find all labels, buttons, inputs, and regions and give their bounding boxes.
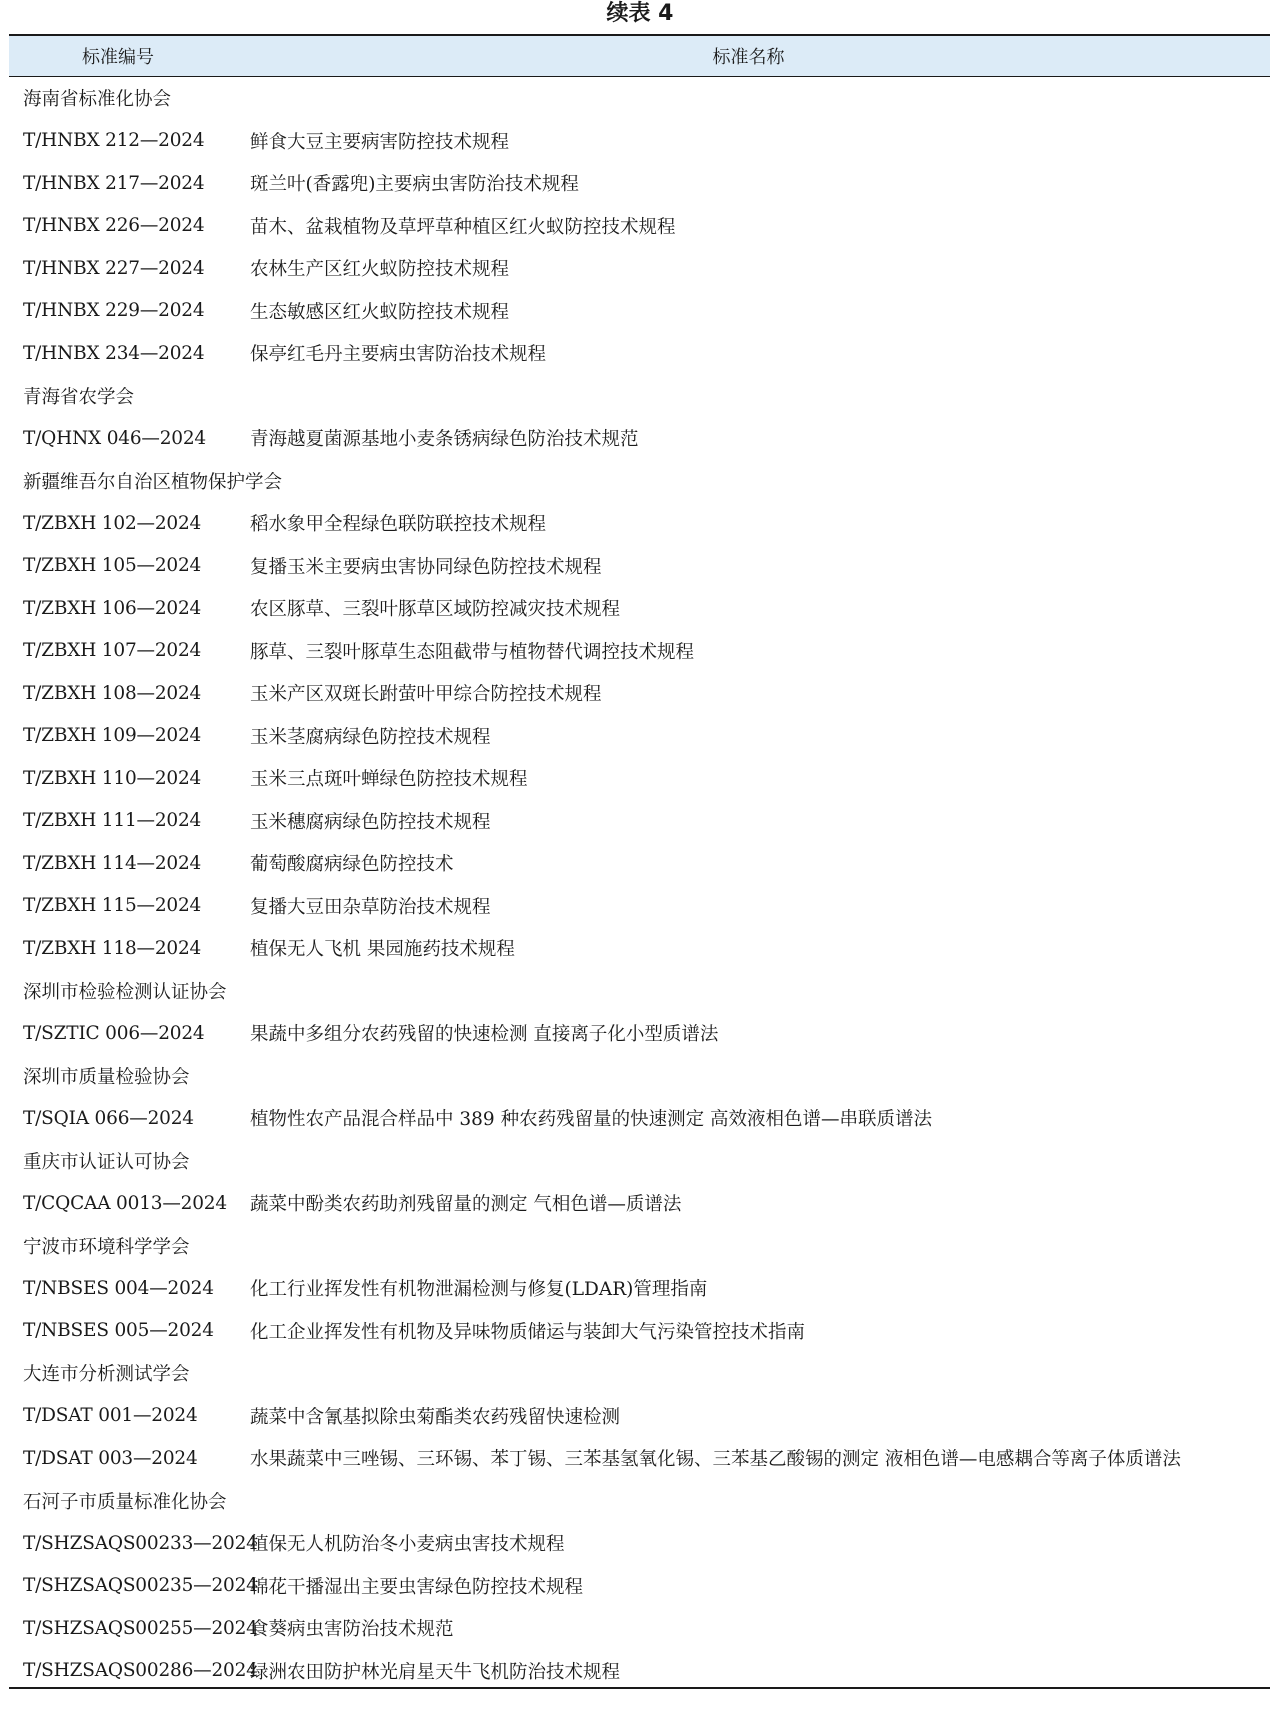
- standard-name: 玉米三点斑叶蝉绿色防控技术规程: [250, 769, 528, 791]
- standard-code: T/NBSES 004—2024: [23, 1277, 214, 1299]
- standard-row: [9, 1522, 1270, 1565]
- standard-row: [9, 587, 1270, 630]
- standard-code: T/SZTIC 006—2024: [23, 1022, 205, 1044]
- standard-code: T/ZBXH 106—2024: [23, 597, 202, 619]
- standard-row: [9, 1650, 1270, 1693]
- organization-row: [9, 1352, 1270, 1395]
- standard-row: [9, 162, 1270, 205]
- standard-row: [9, 927, 1270, 970]
- standard-code: T/ZBXH 108—2024: [23, 682, 202, 704]
- standard-code: T/SQIA 066—2024: [23, 1107, 194, 1129]
- standard-code: T/HNBX 226—2024: [23, 215, 205, 237]
- standard-name: 青海越夏菌源基地小麦条锈病绿色防治技术规范: [250, 429, 639, 451]
- standard-code: T/HNBX 234—2024: [23, 342, 205, 364]
- table-caption: 续表 4: [606, 1, 674, 26]
- standard-row: [9, 1395, 1270, 1438]
- standard-name: 玉米穗腐病绿色防控技术规程: [250, 811, 491, 833]
- standard-code: T/SHZSAQS00255—2024: [23, 1617, 258, 1639]
- standard-code: T/QHNX 046—2024: [23, 427, 207, 449]
- standard-row: [9, 842, 1270, 885]
- standard-row: [9, 672, 1270, 715]
- standard-name: 蔬菜中含氰基拟除虫菊酯类农药残留快速检测: [250, 1406, 621, 1428]
- organization-row: [9, 460, 1270, 503]
- organization-row: [9, 1055, 1270, 1098]
- standard-code: T/SHZSAQS00233—2024: [23, 1532, 258, 1554]
- standards-table: [9, 34, 1270, 1692]
- standard-code: T/ZBXH 114—2024: [23, 852, 202, 874]
- standard-row: [9, 205, 1270, 248]
- organization-name: 深圳市检验检测认证协会: [23, 981, 227, 1003]
- standard-name: 棉花干播湿出主要虫害绿色防控技术规程: [250, 1576, 584, 1598]
- standard-row: [9, 290, 1270, 333]
- standard-name: 复播玉米主要病虫害协同绿色防控技术规程: [250, 556, 602, 578]
- standard-code: T/HNBX 217—2024: [23, 172, 205, 194]
- standard-name: 农林生产区红火蚁防控技术规程: [250, 259, 510, 281]
- standard-name: 植保无人飞机 果园施药技术规程: [250, 939, 515, 961]
- standard-row: [9, 885, 1270, 928]
- standard-name: 绿洲农田防护林光肩星天牛飞机防治技术规程: [250, 1661, 621, 1683]
- standard-row: [9, 545, 1270, 588]
- standard-row: [9, 630, 1270, 673]
- organization-name: 深圳市质量检验协会: [23, 1066, 190, 1088]
- standard-row: [9, 1012, 1270, 1055]
- standard-row: [9, 417, 1270, 460]
- standard-name: 植物性农产品混合样品中 389 种农药残留量的快速测定 高效液相色谱—串联质谱法: [250, 1109, 932, 1131]
- standard-code: T/ZBXH 107—2024: [23, 640, 202, 662]
- table-header: [9, 36, 1270, 76]
- organization-name: 大连市分析测试学会: [23, 1364, 190, 1386]
- organization-row: [9, 77, 1270, 120]
- standard-name: 玉米产区双斑长跗萤叶甲综合防控技术规程: [250, 684, 602, 706]
- standard-code: T/HNBX 227—2024: [23, 257, 205, 279]
- standard-code: T/HNBX 229—2024: [23, 300, 205, 322]
- standard-name: 复播大豆田杂草防治技术规程: [250, 896, 491, 918]
- organization-name: 海南省标准化协会: [23, 89, 172, 111]
- organization-row: [9, 1140, 1270, 1183]
- standard-name: 生态敏感区红火蚁防控技术规程: [250, 301, 510, 323]
- table-bottom-rule: [9, 1687, 1270, 1689]
- standard-row: [9, 800, 1270, 843]
- standard-name: 保亭红毛丹主要病虫害防治技术规程: [250, 344, 547, 366]
- standard-name: 果蔬中多组分农药残留的快速检测 直接离子化小型质谱法: [250, 1024, 719, 1046]
- standard-row: [9, 332, 1270, 375]
- standard-code: T/HNBX 212—2024: [23, 130, 205, 152]
- standard-row: [9, 1607, 1270, 1650]
- standard-row: [9, 1267, 1270, 1310]
- standard-name: 化工企业挥发性有机物及异味物质储运与装卸大气污染管控技术指南: [250, 1321, 806, 1343]
- standard-code: T/ZBXH 105—2024: [23, 555, 202, 577]
- standard-name: 水果蔬菜中三唑锡、三环锡、苯丁锡、三苯基氢氧化锡、三苯基乙酸锡的测定 液相色谱—电感耦合等离子体质谱法: [250, 1449, 1181, 1471]
- standard-row: [9, 502, 1270, 545]
- organization-name: 青海省农学会: [23, 386, 135, 408]
- standard-name: 食葵病虫害防治技术规范: [250, 1619, 454, 1641]
- standard-code: T/ZBXH 115—2024: [23, 895, 202, 917]
- standard-row: [9, 1565, 1270, 1608]
- organization-row: [9, 970, 1270, 1013]
- standard-code: T/ZBXH 110—2024: [23, 767, 202, 789]
- standard-row: [9, 247, 1270, 290]
- organization-name: 宁波市环境科学学会: [23, 1236, 190, 1258]
- standard-code: T/ZBXH 111—2024: [23, 810, 202, 832]
- standard-row: [9, 1310, 1270, 1353]
- standard-code: T/DSAT 003—2024: [23, 1447, 198, 1469]
- standard-code: T/DSAT 001—2024: [23, 1405, 198, 1427]
- organization-name: 新疆维吾尔自治区植物保护学会: [23, 471, 283, 493]
- standard-name: 化工行业挥发性有机物泄漏检测与修复(LDAR)管理指南: [250, 1279, 708, 1301]
- standard-code: T/ZBXH 109—2024: [23, 725, 202, 747]
- standard-row: [9, 757, 1270, 800]
- standard-code: T/NBSES 005—2024: [23, 1320, 214, 1342]
- standard-code: T/ZBXH 118—2024: [23, 937, 202, 959]
- standard-code: T/SHZSAQS00286—2024: [23, 1660, 258, 1682]
- standard-name: 斑兰叶(香露兜)主要病虫害防治技术规程: [250, 174, 579, 196]
- standard-name: 植保无人机防治冬小麦病虫害技术规程: [250, 1534, 565, 1556]
- organization-row: [9, 1225, 1270, 1268]
- organization-row: [9, 1480, 1270, 1523]
- standard-row: [9, 1437, 1270, 1480]
- standard-name: 鲜食大豆主要病害防控技术规程: [250, 131, 510, 153]
- standard-name: 豚草、三裂叶豚草生态阻截带与植物替代调控技术规程: [250, 641, 695, 663]
- standard-name: 苗木、盆栽植物及草坪草种植区红火蚁防控技术规程: [250, 216, 676, 238]
- standard-name: 稻水象甲全程绿色联防联控技术规程: [250, 514, 547, 536]
- standard-code: T/SHZSAQS00235—2024: [23, 1575, 258, 1597]
- column-header-code: 标准编号: [82, 47, 154, 68]
- standard-code: T/CQCAA 0013—2024: [23, 1192, 227, 1214]
- standard-row: [9, 120, 1270, 163]
- table-body: [9, 77, 1270, 1692]
- standard-row: [9, 1097, 1270, 1140]
- standard-row: [9, 715, 1270, 758]
- organization-name: 重庆市认证认可协会: [23, 1151, 190, 1173]
- standard-name: 玉米茎腐病绿色防控技术规程: [250, 726, 491, 748]
- column-header-name: 标准名称: [712, 47, 785, 68]
- standard-name: 葡萄酸腐病绿色防控技术: [250, 854, 454, 876]
- standard-code: T/ZBXH 102—2024: [23, 512, 202, 534]
- organization-name: 石河子市质量标准化协会: [23, 1491, 227, 1513]
- organization-row: [9, 375, 1270, 418]
- standard-name: 农区豚草、三裂叶豚草区域防控减灾技术规程: [250, 599, 621, 621]
- standard-row: [9, 1182, 1270, 1225]
- standard-name: 蔬菜中酚类农药助剂残留量的测定 气相色谱—质谱法: [250, 1194, 682, 1216]
